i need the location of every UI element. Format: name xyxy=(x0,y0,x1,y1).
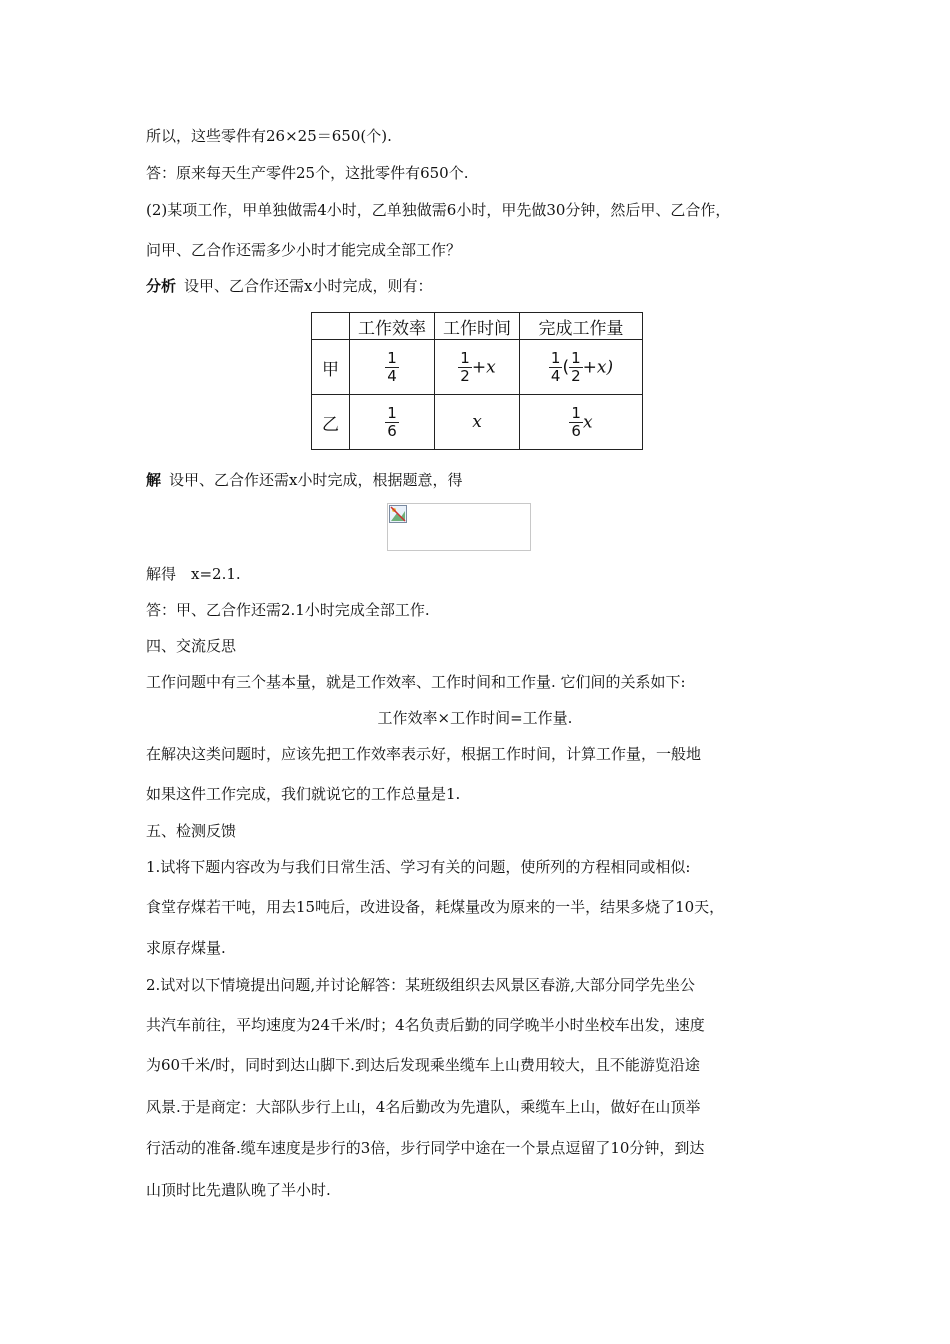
text-line: 如果这件工作完成，我们就说它的工作总量是1. xyxy=(146,785,461,803)
question-line: 2.试对以下情境提出问题,并讨论解答：某班级组织去风景区春游,大部分同学先坐公 xyxy=(146,976,695,994)
numerator: 1 xyxy=(571,348,581,367)
solved-line: 解得 x=2.1. xyxy=(146,565,241,583)
time-cell xyxy=(435,395,520,450)
question-line: 山顶时比先遣队晚了半小时. xyxy=(146,1181,331,1199)
amount-suffix: +x) xyxy=(582,357,614,377)
rate-cell xyxy=(350,340,435,395)
rate-cell xyxy=(350,395,435,450)
denominator: 2 xyxy=(460,366,470,385)
numerator: 1 xyxy=(571,403,581,422)
table-header-cell: 完成工作量 xyxy=(520,313,643,340)
table-header-cell: 工作效率 xyxy=(350,313,435,340)
table-row xyxy=(312,395,643,450)
denominator: 6 xyxy=(387,421,397,440)
text-line: 所以，这些零件有26×25＝650(个). xyxy=(146,127,392,145)
amount-cell xyxy=(520,340,643,395)
fraction xyxy=(385,350,399,385)
formula-line: 工作效率×工作时间=工作量. xyxy=(377,709,573,727)
amount-suffix: x xyxy=(582,412,593,432)
answer-line: 答：原来每天生产零件25个，这批零件有650个. xyxy=(146,164,469,182)
problem-line: (2)某项工作，甲单独做需4小时，乙单独做需6小时，甲先做30分钟，然后甲、乙合作， xyxy=(146,201,731,219)
table-corner-cell xyxy=(312,313,350,340)
question-line: 为60千米/时，同时到达山脚下.到达后发现乘坐缆车上山费用较大，且不能游览沿途 xyxy=(146,1056,700,1074)
solution-label: 解 xyxy=(146,471,162,489)
analysis-text: 设甲、乙合作还需x小时完成，则有： xyxy=(184,277,433,295)
work-table xyxy=(311,312,643,450)
analysis-label: 分析 xyxy=(146,277,177,295)
question-line: 求原存煤量. xyxy=(146,939,226,957)
denominator: 4 xyxy=(550,366,561,385)
question-line: 1.试将下题内容改为与我们日常生活、学习有关的问题，使所列的方程相同或相似: xyxy=(146,858,691,876)
problem-line: 问甲、乙合作还需多少小时才能完成全部工作？ xyxy=(146,241,462,259)
section-heading: 五、检测反馈 xyxy=(146,822,237,840)
fraction xyxy=(569,405,583,440)
question-line: 行活动的准备.缆车速度是步行的3倍，步行同学中途在一个景点逗留了10分钟，到达 xyxy=(146,1139,705,1157)
open-paren: ( xyxy=(562,357,570,377)
fraction xyxy=(569,350,583,385)
denominator: 2 xyxy=(571,366,581,385)
equation-image-placeholder xyxy=(387,503,531,551)
denominator: 4 xyxy=(387,366,397,385)
section-heading: 四、交流反思 xyxy=(146,637,237,655)
numerator: 1 xyxy=(387,348,397,367)
solution-line xyxy=(146,470,462,490)
time-cell xyxy=(435,340,520,395)
text-line: 在解决这类问题时，应该先把工作效率表示好，根据工作时间，计算工作量，一般地 xyxy=(146,745,702,763)
fraction xyxy=(385,405,399,440)
text-line: 工作问题中有三个基本量，就是工作效率、工作时间和工作量. 它们间的关系如下: xyxy=(146,673,686,691)
table-row xyxy=(312,340,643,395)
broken-image-icon xyxy=(389,505,407,523)
amount-cell xyxy=(520,395,643,450)
time-suffix: +x xyxy=(471,357,496,377)
fraction xyxy=(549,350,563,385)
analysis-line xyxy=(146,276,432,296)
numerator: 1 xyxy=(387,403,397,422)
question-line: 风景.于是商定：大部队步行上山，4名后勤改为先遣队，乘缆车上山，做好在山顶举 xyxy=(146,1098,701,1116)
numerator: 1 xyxy=(550,348,561,367)
row-label-jia: 甲 xyxy=(312,340,350,395)
fraction xyxy=(458,350,472,385)
table-header-cell: 工作时间 xyxy=(435,313,520,340)
time-value: x xyxy=(472,412,482,432)
denominator: 6 xyxy=(571,421,581,440)
question-line: 共汽车前往，平均速度为24千米/时；4名负责后勤的同学晚半小时坐校车出发，速度 xyxy=(146,1016,705,1034)
table-header-row xyxy=(312,313,643,340)
solution-text: 设甲、乙合作还需x小时完成，根据题意，得 xyxy=(169,471,463,489)
row-label-yi: 乙 xyxy=(312,395,350,450)
answer-line: 答：甲、乙合作还需2.1小时完成全部工作. xyxy=(146,601,430,619)
numerator: 1 xyxy=(460,348,470,367)
question-line: 食堂存煤若干吨，用去15吨后，改进设备，耗煤量改为原来的一半，结果多烧了10天， xyxy=(146,898,725,916)
